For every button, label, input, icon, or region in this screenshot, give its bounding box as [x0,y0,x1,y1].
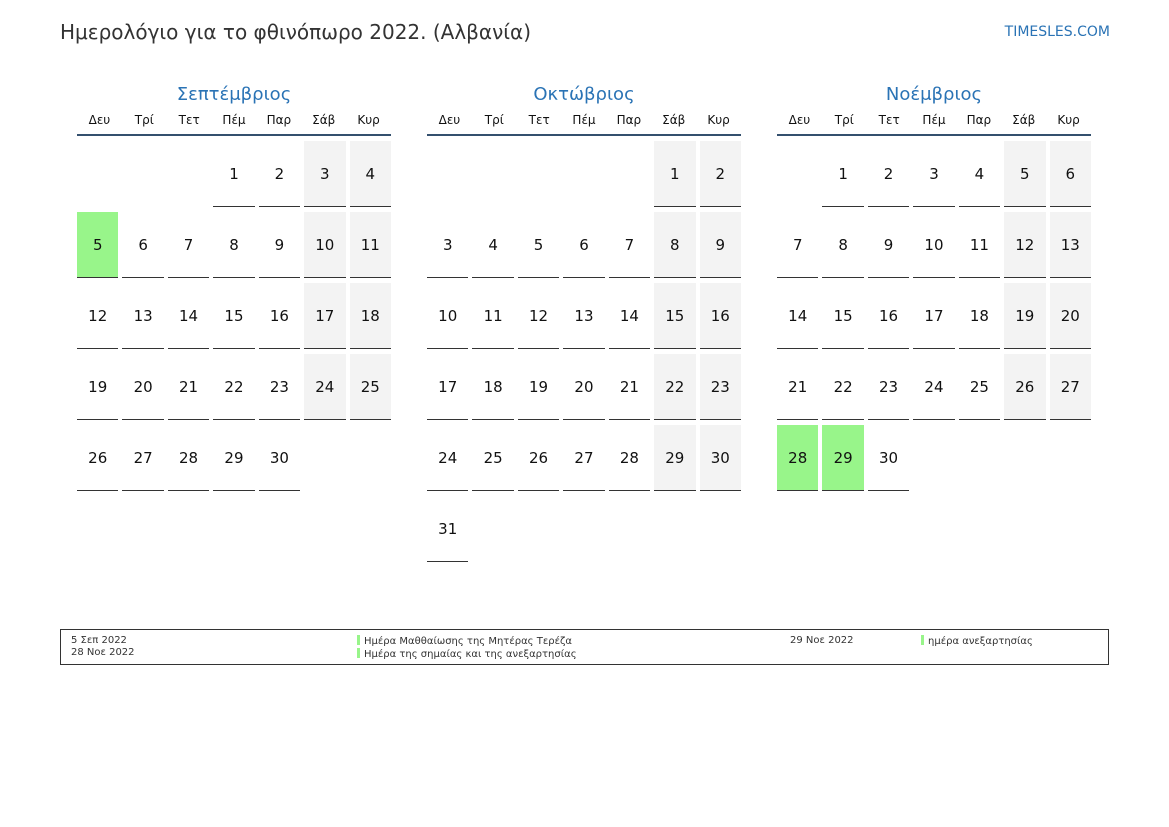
day-cell[interactable]: 19 [77,354,118,420]
month-title: Σεπτέμβριος [176,84,292,105]
legend-holiday-name: ημέρα ανεξαρτησίας [928,636,1033,647]
day-cell[interactable]: 7 [777,212,818,278]
legend-holiday [357,648,577,661]
day-cell[interactable]: 23 [868,354,909,420]
weekday-label: Πέμ [222,113,246,127]
day-cell[interactable]: 11 [350,212,391,278]
day-cell[interactable]: 30 [868,425,909,491]
weekday-header [427,110,741,136]
day-cell[interactable]: 21 [777,354,818,420]
day-cell[interactable]: 7 [168,212,209,278]
day-cell[interactable]: 16 [700,283,741,349]
day-cell[interactable]: 12 [1004,212,1045,278]
weekday-label: Τρί [484,113,504,127]
legend-date: 5 Σεπ 2022 [71,635,127,646]
day-cell[interactable]: 13 [122,283,163,349]
day-cell[interactable]: 10 [427,283,468,349]
day-cell[interactable]: 14 [609,283,650,349]
legend-holiday-name: Ημέρα Μαθθαίωσης της Μητέρας Τερέζα [364,636,573,647]
day-cell[interactable]: 14 [777,283,818,349]
month-october [427,84,741,562]
day-cell[interactable]: 25 [472,425,513,491]
day-grid [427,141,741,562]
day-cell[interactable]: 8 [654,212,695,278]
day-cell[interactable]: 23 [700,354,741,420]
day-cell[interactable]: 29 [822,425,863,491]
day-cell[interactable]: 11 [472,283,513,349]
day-cell[interactable]: 29 [213,425,254,491]
day-cell[interactable]: 26 [77,425,118,491]
legend-date: 29 Νοε 2022 [790,635,854,646]
day-cell[interactable]: 22 [822,354,863,420]
legend-holiday-name: Ημέρα της σημαίας και της ανεξαρτησίας [364,649,577,660]
legend-dates-left [71,635,135,659]
day-cell[interactable]: 28 [609,425,650,491]
day-cell[interactable]: 10 [304,212,345,278]
day-cell[interactable]: 17 [304,283,345,349]
day-cell[interactable]: 6 [122,212,163,278]
weekday-label: Πέμ [922,113,946,127]
brand-link[interactable]: TIMESLES.COM [1004,24,1110,40]
day-cell[interactable]: 4 [959,141,1000,207]
weekday-label: Σάβ [1012,113,1036,127]
weekday-label: Πέμ [572,113,596,127]
day-cell[interactable]: 21 [609,354,650,420]
weekday-label: Τετ [878,113,900,127]
legend-dates-right [790,635,854,647]
day-cell[interactable]: 21 [168,354,209,420]
day-cell[interactable]: 15 [213,283,254,349]
day-cell[interactable]: 6 [1050,141,1091,207]
day-cell[interactable]: 27 [563,425,604,491]
day-cell[interactable]: 13 [1050,212,1091,278]
day-cell[interactable]: 7 [609,212,650,278]
day-grid [777,141,1091,491]
day-cell[interactable]: 25 [959,354,1000,420]
month-november [777,84,1091,491]
legend-names-right [921,635,1033,648]
day-cell[interactable]: 18 [472,354,513,420]
day-cell[interactable]: 20 [1050,283,1091,349]
empty-cell [77,141,118,207]
day-cell[interactable]: 28 [168,425,209,491]
day-cell[interactable]: 27 [1050,354,1091,420]
weekday-label: Δευ [438,113,461,127]
weekday-label: Παρ [616,113,642,127]
day-cell[interactable]: 22 [654,354,695,420]
day-cell[interactable]: 3 [304,141,345,207]
day-cell[interactable]: 12 [77,283,118,349]
month-title: Οκτώβριος [533,84,635,105]
legend-holiday [921,635,1033,648]
day-cell[interactable]: 19 [1004,283,1045,349]
weekday-label: Τετ [178,113,200,127]
day-cell[interactable]: 27 [122,425,163,491]
day-cell[interactable]: 2 [868,141,909,207]
empty-cell [472,141,513,207]
day-cell[interactable]: 22 [213,354,254,420]
day-cell[interactable]: 11 [959,212,1000,278]
day-cell[interactable]: 2 [700,141,741,207]
day-cell[interactable]: 23 [259,354,300,420]
day-cell[interactable]: 19 [518,354,559,420]
month-title: Νοέμβριος [885,84,983,105]
day-cell[interactable]: 12 [518,283,559,349]
legend-names-left [357,635,577,661]
holiday-marker [357,648,360,658]
day-grid [77,141,391,491]
day-cell[interactable]: 29 [654,425,695,491]
weekday-label: Δευ [788,113,811,127]
day-cell[interactable]: 24 [427,425,468,491]
day-cell[interactable]: 4 [472,212,513,278]
day-cell[interactable]: 25 [350,354,391,420]
day-cell[interactable]: 1 [213,141,254,207]
day-cell[interactable]: 5 [77,212,118,278]
weekday-label: Παρ [266,113,292,127]
day-cell[interactable]: 16 [259,283,300,349]
empty-cell [168,141,209,207]
day-cell[interactable]: 18 [350,283,391,349]
day-cell[interactable]: 8 [213,212,254,278]
day-cell[interactable]: 1 [822,141,863,207]
weekday-header [77,110,391,136]
day-cell[interactable]: 8 [822,212,863,278]
day-cell[interactable]: 3 [913,141,954,207]
day-cell[interactable]: 9 [259,212,300,278]
weekday-label: Κυρ [357,113,380,127]
weekday-label: Δευ [88,113,111,127]
day-cell[interactable]: 24 [304,354,345,420]
day-cell[interactable]: 20 [122,354,163,420]
day-cell[interactable]: 14 [168,283,209,349]
weekday-label: Τετ [528,113,550,127]
day-cell[interactable]: 17 [427,354,468,420]
day-cell[interactable]: 4 [350,141,391,207]
page-title: Ημερολόγιο για το φθινόπωρο 2022. (Αλβανία) [60,20,532,44]
empty-cell [609,141,650,207]
day-cell[interactable]: 20 [563,354,604,420]
weekday-label: Τρί [834,113,854,127]
day-cell[interactable]: 1 [654,141,695,207]
day-cell[interactable]: 9 [868,212,909,278]
day-cell[interactable]: 3 [427,212,468,278]
weekday-label: Κυρ [707,113,730,127]
day-cell[interactable]: 28 [777,425,818,491]
day-cell[interactable]: 17 [913,283,954,349]
day-cell[interactable]: 6 [563,212,604,278]
day-cell[interactable]: 16 [868,283,909,349]
day-cell[interactable]: 9 [700,212,741,278]
weekday-header [777,110,1091,136]
weekday-label: Κυρ [1057,113,1080,127]
day-cell[interactable]: 30 [259,425,300,491]
day-cell[interactable]: 2 [259,141,300,207]
weekday-label: Τρί [134,113,154,127]
weekday-label: Σάβ [312,113,336,127]
day-cell[interactable]: 26 [518,425,559,491]
day-cell[interactable]: 26 [1004,354,1045,420]
day-cell[interactable]: 18 [959,283,1000,349]
holiday-marker [357,635,360,645]
empty-cell [122,141,163,207]
weekday-label: Σάβ [662,113,686,127]
empty-cell [518,141,559,207]
day-cell[interactable]: 5 [518,212,559,278]
day-cell[interactable]: 5 [1004,141,1045,207]
day-cell[interactable]: 30 [700,425,741,491]
day-cell[interactable]: 15 [654,283,695,349]
day-cell[interactable]: 13 [563,283,604,349]
month-september [77,84,391,491]
day-cell[interactable]: 10 [913,212,954,278]
empty-cell [563,141,604,207]
holiday-legend [60,629,1109,665]
legend-holiday [357,635,577,648]
legend-date: 28 Νοε 2022 [71,647,135,658]
day-cell[interactable]: 31 [427,496,468,562]
day-cell[interactable]: 15 [822,283,863,349]
day-cell[interactable]: 24 [913,354,954,420]
holiday-marker [921,635,924,645]
empty-cell [427,141,468,207]
weekday-label: Παρ [966,113,992,127]
empty-cell [777,141,818,207]
